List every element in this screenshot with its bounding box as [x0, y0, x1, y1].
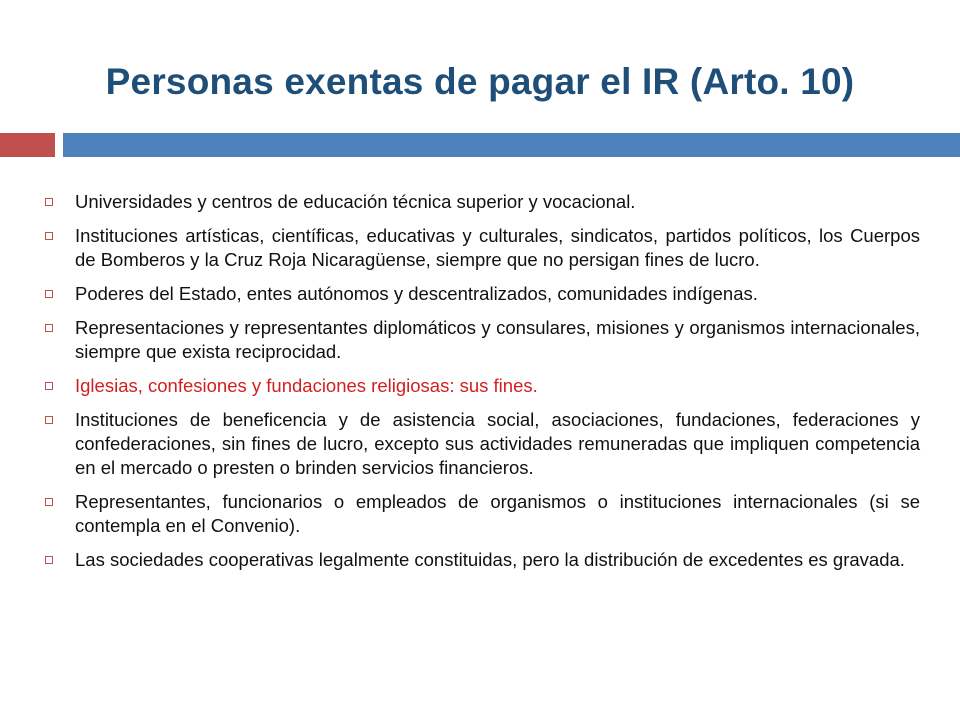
list-item-text: Iglesias, confesiones y fundaciones religiosas: sus fines.	[75, 375, 538, 396]
square-bullet-icon	[45, 232, 53, 240]
list-item-text: Representantes, funcionarios o empleados de organismos o instituciones internacionales (si se contempla en el Convenio).	[75, 491, 920, 536]
list-item-text: Representaciones y representantes diplomáticos y consulares, misiones y organismos internacionales, siempre que exista reciprocidad.	[75, 317, 920, 362]
list-item	[44, 408, 920, 480]
exemptions-list	[44, 190, 920, 582]
square-bullet-icon	[45, 324, 53, 332]
list-item	[44, 490, 920, 538]
list-item-highlighted	[44, 374, 920, 398]
list-item	[44, 282, 920, 306]
list-item	[44, 548, 920, 572]
list-item-text: Universidades y centros de educación técnica superior y vocacional.	[75, 191, 636, 212]
list-item-text: Poderes del Estado, entes autónomos y descentralizados, comunidades indígenas.	[75, 283, 758, 304]
slide-title: Personas exentas de pagar el IR (Arto. 10)	[105, 61, 855, 102]
square-bullet-icon	[45, 198, 53, 206]
list-item-text: Instituciones de beneficencia y de asistencia social, asociaciones, fundaciones, federaciones y confederaciones, sin fines de lucro, excepto sus actividades remuneradas que impliquen competencia en el mercado o presten o brinden servicios financieros.	[75, 409, 920, 478]
list-item	[44, 224, 920, 272]
square-bullet-icon	[45, 556, 53, 564]
square-bullet-icon	[45, 382, 53, 390]
list-item-text: Instituciones artísticas, científicas, educativas y culturales, sindicatos, partidos políticos, los Cuerpos de Bomberos y la Cruz Roja Nicaragüense, siempre que no persigan fines de lucro.	[75, 225, 920, 270]
list-item	[44, 190, 920, 214]
title-divider-red	[0, 133, 55, 157]
square-bullet-icon	[45, 416, 53, 424]
list-item	[44, 316, 920, 364]
square-bullet-icon	[45, 290, 53, 298]
square-bullet-icon	[45, 498, 53, 506]
title-divider-blue	[63, 133, 960, 157]
list-item-text: Las sociedades cooperativas legalmente constituidas, pero la distribución de excedentes es gravada.	[75, 549, 905, 570]
